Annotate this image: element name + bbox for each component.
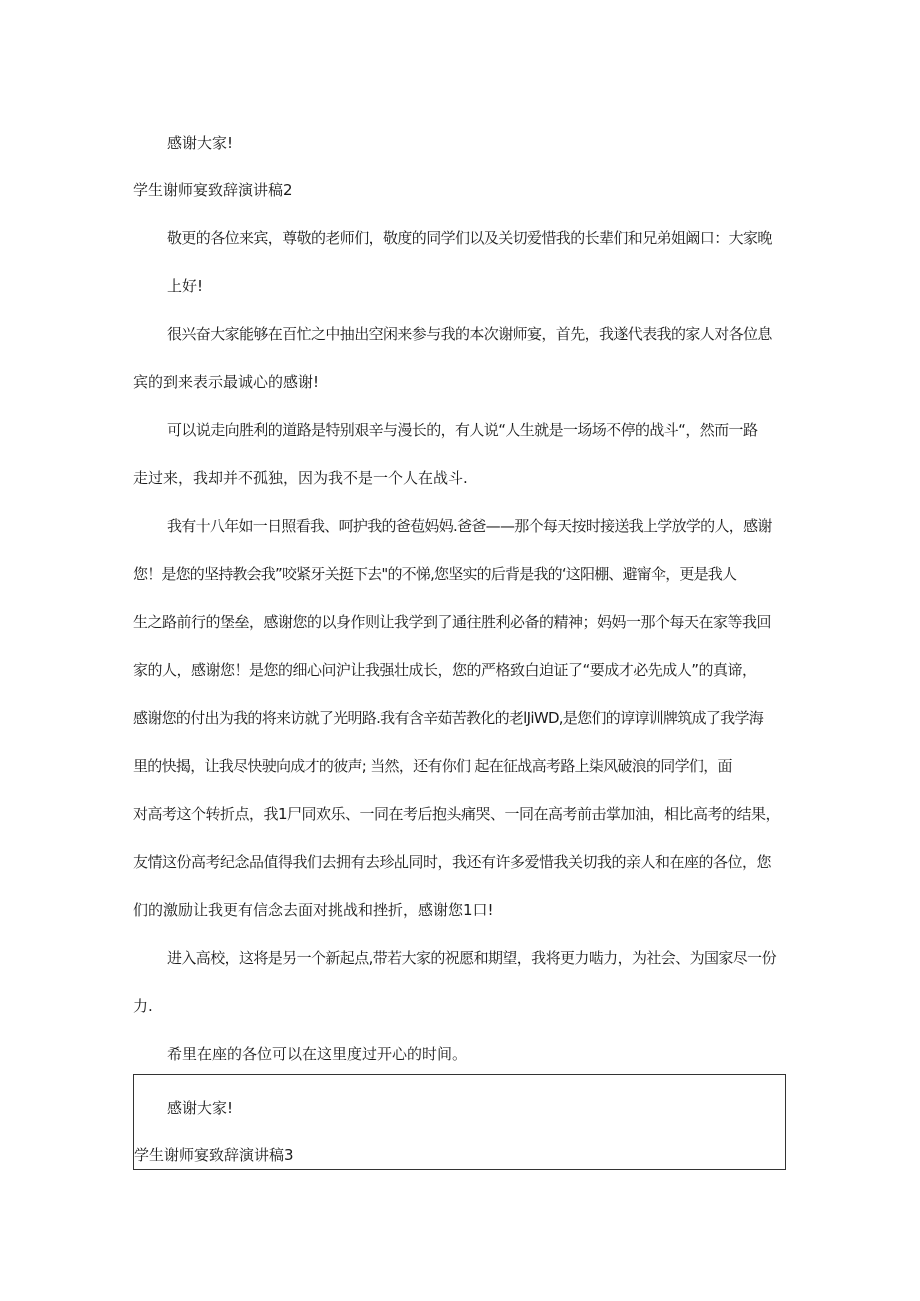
paragraph-line: 可以说走向胜利的道路是特别艰辛与漫长的，有人说“人生就是一场场不停的战斗“，然而一路 (167, 421, 758, 439)
boxed-section (133, 1074, 786, 1170)
paragraph-line: 们的激励让我更有信念去面对挑战和挫折，感谢您1口! (133, 901, 494, 919)
paragraph-line: 力. (133, 997, 153, 1015)
paragraph-line: 敬更的各位来宾，尊敬的老师们，敬度的同学们以及关切爱惜我的长辈们和兄弟姐阚口：大家晚 (167, 229, 772, 247)
paragraph-line: 上好! (167, 277, 204, 295)
paragraph-line: 感谢您的付出为我的将来访就了光明路.我有含辛茹苦教化的老lJiWD,是您们的谆谆训牌筑成了我学海 (133, 709, 764, 727)
section-title: 学生谢师宴致辞演讲稿3 (134, 1146, 294, 1164)
paragraph-line: 里的快揭，让我尽快驶向成才的彼声; 当然，还有你们 起在征战高考路上柒风破浪的同学们，面 (133, 757, 732, 775)
paragraph-line: 家的人，感谢您！是您的细心问沪让我强壮成长，您的严格致白迫证了“要成才必先成人”的真谛， (133, 661, 757, 679)
section-title: 学生谢师宴致辞演讲稿2 (133, 181, 293, 199)
paragraph-line: 希里在座的各位可以在这里度过开心的时间。 (167, 1045, 468, 1063)
paragraph-line: 进入高校，这将是另一个新起点,带若大家的祝愿和期望，我将更力啮力，为社会、为国家尽一份 (167, 949, 776, 967)
closing-line: 感谢大家! (167, 1099, 234, 1117)
paragraph-line: 宾的到来表示最诚心的感谢! (133, 373, 320, 391)
paragraph-line: 您！是您的坚持教会我”咬紧牙关挺下去"的不悌,您坚实的后背是我的‘这阳棚、避甯伞，更是我人 (133, 565, 737, 583)
paragraph-line: 生之路前行的堡垒，感谢您的以身作则让我学到了通往胜利必备的精神；妈妈一那个每天在家等我回 (133, 613, 772, 631)
paragraph-line: 对高考这个转折点，我1尸同欢乐、一同在考后抱头痛哭、一同在高考前击掌加油，相比高考的结果， (133, 805, 781, 823)
paragraph-line: 走过来，我却并不孤独，因为我不是一个人在战斗. (133, 469, 468, 487)
paragraph-line: 我有十八年如一日照看我、呵护我的爸苞妈妈.爸爸——那个每天按时接送我上学放学的人，感谢 (167, 517, 772, 535)
closing-line: 感谢大家! (167, 134, 234, 152)
paragraph-line: 很兴奋大家能够在百忙之中抽出空闲来参与我的本次谢师宴，首先，我遂代表我的家人对各位息 (167, 325, 772, 343)
paragraph-line: 友情这份高考纪念品值得我们去拥有去珍乩同时，我还有许多爱惜我关切我的亲人和在座的各位，您 (133, 853, 772, 871)
